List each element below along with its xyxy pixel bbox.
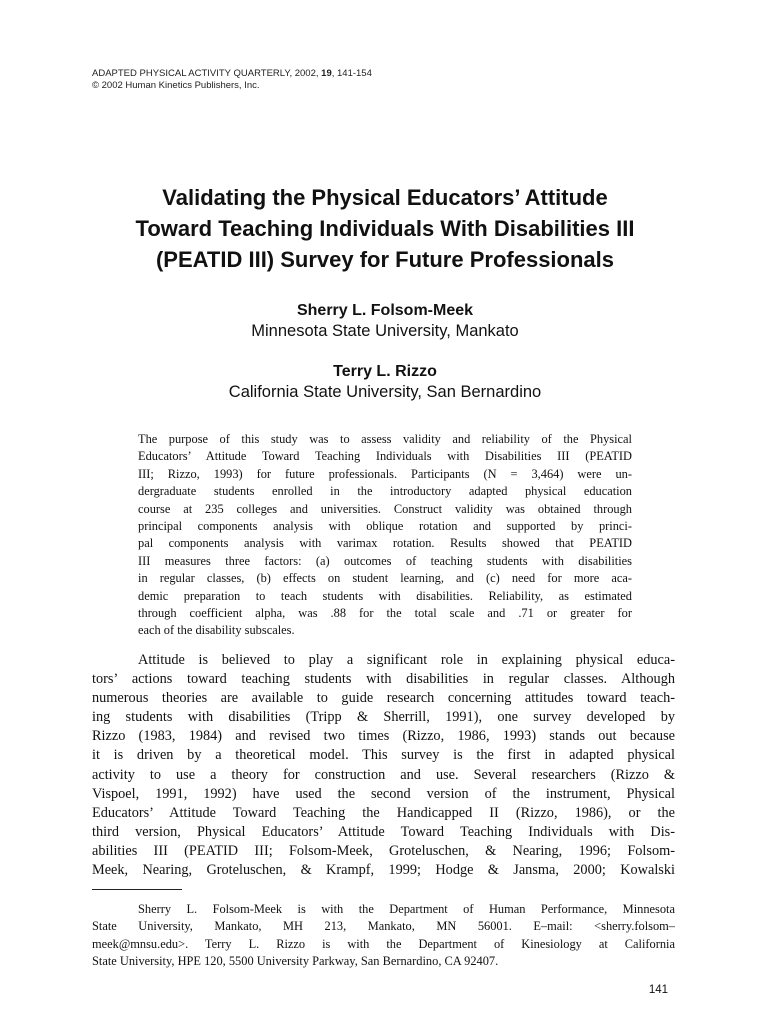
footnote-line: State University, HPE 120, 5500 University Parkway, San Bernardino, CA 92407. [92, 953, 499, 968]
journal-citation [92, 68, 372, 80]
author-2 [60, 361, 710, 403]
abstract-line: dergraduate students enrolled in the introductory adapted physical education [138, 484, 632, 499]
body-line: it is driven by a theoretical model. This survey is the first in adapted physical [92, 747, 675, 764]
abstract-line: The purpose of this study was to assess validity and reliability of the Physical [138, 432, 632, 446]
body-line: Educators’ Attitude Toward Teaching the Handicapped II (Rizzo, 1986), or the [92, 804, 675, 821]
body-line: Attitude is believed to play a significant role in explaining physical educa- [138, 652, 675, 668]
body-paragraph [92, 651, 675, 880]
journal-volume: 19 [321, 68, 332, 79]
body-line: Rizzo (1983, 1984) and revised two times (Rizzo, 1986, 1993) stands out because [92, 728, 675, 745]
abstract-line: pal components analysis with varimax rotation. Results showed that PEATID [138, 536, 632, 551]
title-line: (PEATID III) Survey for Future Professionals [155, 247, 614, 272]
footnote-line: State University, Mankato, MH 213, Mankato, MN 56001. E–mail: <sherry.folsom– [92, 919, 675, 934]
author-footnote [92, 901, 675, 970]
abstract-line: Educators’ Attitude Toward Teaching Individuals with Disabilities III (PEATID [138, 449, 632, 464]
abstract-line: principal components analysis with oblique rotation and supported by princi- [138, 519, 632, 534]
abstract-line: in regular classes, (b) effects on student learning, and (c) need for more aca- [138, 571, 632, 586]
footnote-divider [92, 889, 182, 890]
footnote-line: meek@mnsu.edu>. Terry L. Rizzo is with the Department of Kinesiology at California [92, 936, 675, 951]
body-line: numerous theories are available to guide research concerning attitudes toward teach- [92, 690, 675, 707]
abstract-line: course at 235 colleges and universities. Construct validity was obtained through [138, 501, 632, 516]
body-line: Meek, Nearing, Groteluschen, & Krampf, 1999; Hodge & Jansma, 2000; Kowalski [92, 862, 675, 879]
journal-pages: , 141-154 [331, 68, 372, 79]
body-line: third version, Physical Educators’ Attitude Toward Teaching Individuals with Dis- [92, 823, 675, 840]
author-affiliation: California State University, San Bernardino [228, 383, 542, 401]
abstract-line: demic preparation to teach students with disabilities. Reliability, as estimated [138, 588, 632, 603]
journal-copyright: © 2002 Human Kinetics Publishers, Inc. [92, 80, 260, 91]
body-line: Vispoel, 1991, 1992) have used the second version of the instrument, Physical [92, 785, 675, 802]
journal-header [92, 68, 372, 92]
abstract-line: through coefficient alpha, was .88 for the total scale and .71 or greater for [138, 606, 632, 621]
article-title [60, 182, 710, 275]
abstract-line: III; Rizzo, 1993) for future professionals. Participants (N = 3,464) were un- [138, 466, 632, 481]
footnote-line: Sherry L. Folsom-Meek is with the Department of Human Performance, Minnesota [138, 902, 675, 916]
abstract-line: III measures three factors: (a) outcomes of teaching students with disabilities [138, 553, 632, 568]
body-line: tors’ actions toward teaching students with disabilities in regular classes. Although [92, 671, 675, 688]
title-line: Toward Teaching Individuals With Disabilities III [135, 216, 635, 241]
journal-prefix: ADAPTED PHYSICAL ACTIVITY QUARTERLY, 2002, [92, 68, 322, 79]
body-line: abilities III (PEATID III; Folsom-Meek, Groteluschen, & Nearing, 1996; Folsom- [92, 842, 675, 859]
page-number: 141 [648, 984, 668, 996]
author-name: Terry L. Rizzo [333, 363, 437, 380]
abstract-line: each of the disability subscales. [138, 623, 295, 638]
author-name: Sherry L. Folsom-Meek [296, 302, 474, 319]
author-1 [60, 300, 710, 342]
body-line: ing students with disabilities (Tripp & Sherrill, 1991), one survey developed by [92, 709, 675, 726]
title-line: Validating the Physical Educators’ Attitude [162, 185, 608, 210]
author-affiliation: Minnesota State University, Mankato [251, 322, 519, 340]
abstract [138, 431, 632, 640]
body-line: activity to use a theory for construction and use. Several researchers (Rizzo & [92, 766, 675, 783]
